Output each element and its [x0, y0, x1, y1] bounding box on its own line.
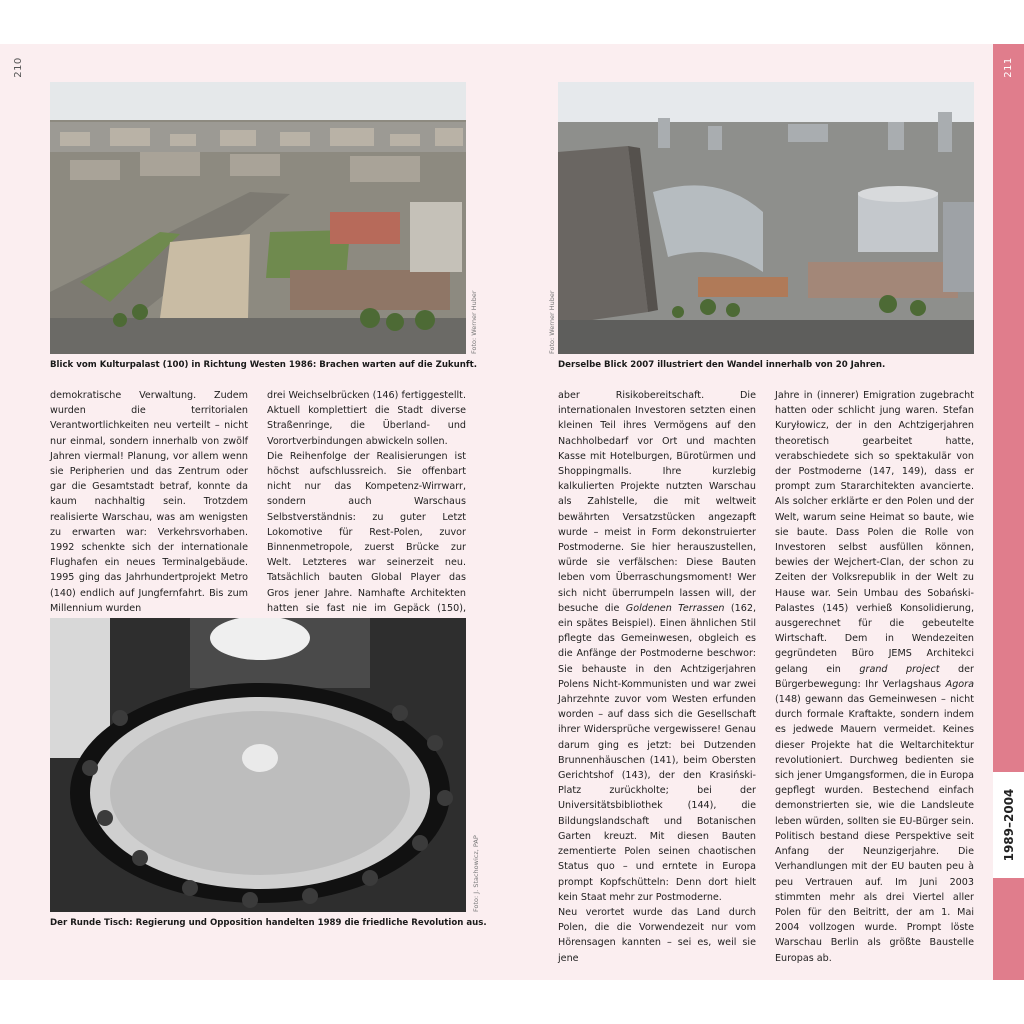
text-column-left-2: [267, 388, 466, 631]
text-column-right-1: [558, 388, 756, 966]
photo-2007-drawing: [558, 82, 974, 354]
chapter-tab-label: 1989–2004: [1001, 788, 1016, 862]
photo-credit-1986: Foto: Werner Huber: [470, 290, 478, 354]
paragraph: drei Weichselbrücken (146) fertiggestellt. Aktuell komplettiert die Stadt diverse Straßenringe, die Überland- und Vorortverbindungen abwickeln sollen.: [267, 390, 466, 447]
page-number-left: 210: [12, 57, 24, 78]
photo-warsaw-2007: [558, 82, 974, 354]
paragraph: demokratische Verwaltung. Zudem wurden die territorialen Verantwortlichkeiten neu verteilt – nicht nur einmal, sondern innerhalb von zwölf Jahren viermal! Planung, vor allem wenn sie Peripherien und das Zentrum oder gar die Gesamtstadt betraf, konnte da kaum nachhaltig sein. Trotzdem realisierte Warschau, was am wenigsten zu erwarten war: Verkehrsvorhaben. 1992 schenkte sich der internationale Flughafen ein neues Terminalgebäude. 1995 ging das Jahrhundertprojekt Metro (140) endlich auf Jungfernfahrt. Bis zum Millennium wurden: [50, 390, 248, 614]
caption-round-table: Der Runde Tisch: Regierung und Opposition handelten 1989 die friedliche Revolution aus.: [50, 918, 487, 928]
paragraph: Neu verortet wurde das Land durch Polen, die die Vorwendezeit nur vom Hörensagen kannten – sei es, weil sie jene: [558, 906, 756, 964]
caption-1986: Blick vom Kulturpalast (100) in Richtung Westen 1986: Brachen warten auf die Zukunft.: [50, 360, 477, 370]
text-column-left-1: [50, 388, 248, 616]
text-column-right-2: [775, 388, 974, 966]
paragraph: Die Reihenfolge der Realisierungen ist höchst aufschlussreich. Sie offenbart nicht nur das Kompetenz-Wirrwarr, sondern auch Warschaus Selbstverständnis: zu guter Letzt Lokomotive für Rest-Polen, zuvor Binnenmetropole, zuerst Brücke zur Welt. Letzteres war seinerzeit neu. Tatsächlich bauten Global Player das Gros jener Jahre. Namhafte Architekten hatten sie fast nie im Gepäck (150),: [267, 450, 466, 614]
photo-1986-drawing: [50, 82, 466, 354]
photo-round-table: [50, 618, 466, 912]
photo-warsaw-1986: [50, 82, 466, 354]
photo-credit-round-table: Foto: J. Stachowicz, PAP: [472, 835, 480, 912]
caption-2007: Derselbe Blick 2007 illustriert den Wandel innerhalb von 20 Jahren.: [558, 360, 886, 370]
chapter-tab: [993, 772, 1024, 878]
paragraph: Jahre in (innerer) Emigration zugebracht hatten oder schlicht jung waren. Stefan Kuryłowicz, der in den Achtzigerjahren theoretisch gearbeitet hatte, verabschiedete sich so spektakulär von der Postmoderne (147, 149), dass er prompt zum Stararchitekten avancierte. Als solcher erklärte er den Polen und der Welt, warum seine Heimat so baute, wie sie baute. Dass Polen die Rolle von Investoren selbst ausfüllen können, bewies der Wejchert-Clan, der schon zu Zeiten der Volksrepublik in der Welt zu Hause war. Sein Umbau des Sobański-Palastes (145) verhieß Konsolidierung, ausgerechnet für die gebeutelte Wirtschaft. Dem in Wendezeiten gegründeten Büro JEMS Architekci gelang ein grand project der Bürgerbewegung: Ihr Verlagshaus Agora (148) gewann das Gemeinwesen – nicht durch formale Kraftakte, sondern indem es jedwede Mauern vermeidet. Keines dieser Projekte hat die Weltarchitektur revolutioniert. Durchweg bedienten sie sich jener Umgangsformen, die in Europa gepflegt wurden. Bestechend einfach demonstrierten sie, wie die Landsleute leben würden, sollten sie EU-Bürger sein. Politisch bestand diese Perspektive seit Anfang der Neunzigerjahre. Die Verhandlungen mit der EU bauten peu à peu Vertrauen auf. Im Juni 2003 stimmten mehr als drei Viertel aller Polen für den Beitritt, der am 1. Mai 2004 vollzogen wurde. Prompt löste Warschau Berlin als größte Baustelle Europas ab.: [775, 390, 974, 964]
paragraph: aber Risikobereitschaft. Die internationalen Investoren setzten einen kleinen Teil ihres Vermögens auf den Nachholbedarf vor Ort und machten Kasse mit Hotelburgen, Bürotürmen und Shoppingmalls. Ihre kurzlebig kalkulierten Projekte nutzten Warschau als Zahlstelle, die mit weltweit bewährten Versatzstücken angezapft wurde – meist in Form dekonstruierter Postmoderne. Sie hier herauszustellen, würde sie verfälschen: Diese Bauten leben vom Überraschungsmoment! Wer sich nicht überrumpeln lassen will, der besuche die Goldenen Terrassen (162, ein spätes Beispiel). Einen ähnlichen Stil pflegte das Gemeinwesen, obgleich es die Anfänge der Postmoderne beschwor: Sie behauste in den Achtzigerjahren Polens Nicht-Kommunisten und war zwei Jahrzehnte zuvor vom Westen erfunden worden – auf dass sich die Gesellschaft ihrer Widersprüche vergewissere! Genau darum ging es jetzt: bei Dutzenden Brunnenhäuschen (141), beim Obersten Gerichtshof (143), der den Krasiński-Platz zurückholte; bei der Universitätsbibliothek (144), die Bildungslandschaft und Botanischen Garten kreuzt. Mit diesen Bauten zementierte Polen seinen chaotischen Status quo – und erntete in Europa prompt Kopfschütteln: Denn dort hielt kein Staat mehr zur Postmoderne.: [558, 390, 756, 903]
page-number-right: 211: [1002, 57, 1014, 78]
round-table-drawing: [50, 618, 466, 912]
photo-credit-2007: Foto: Werner Huber: [548, 290, 556, 354]
